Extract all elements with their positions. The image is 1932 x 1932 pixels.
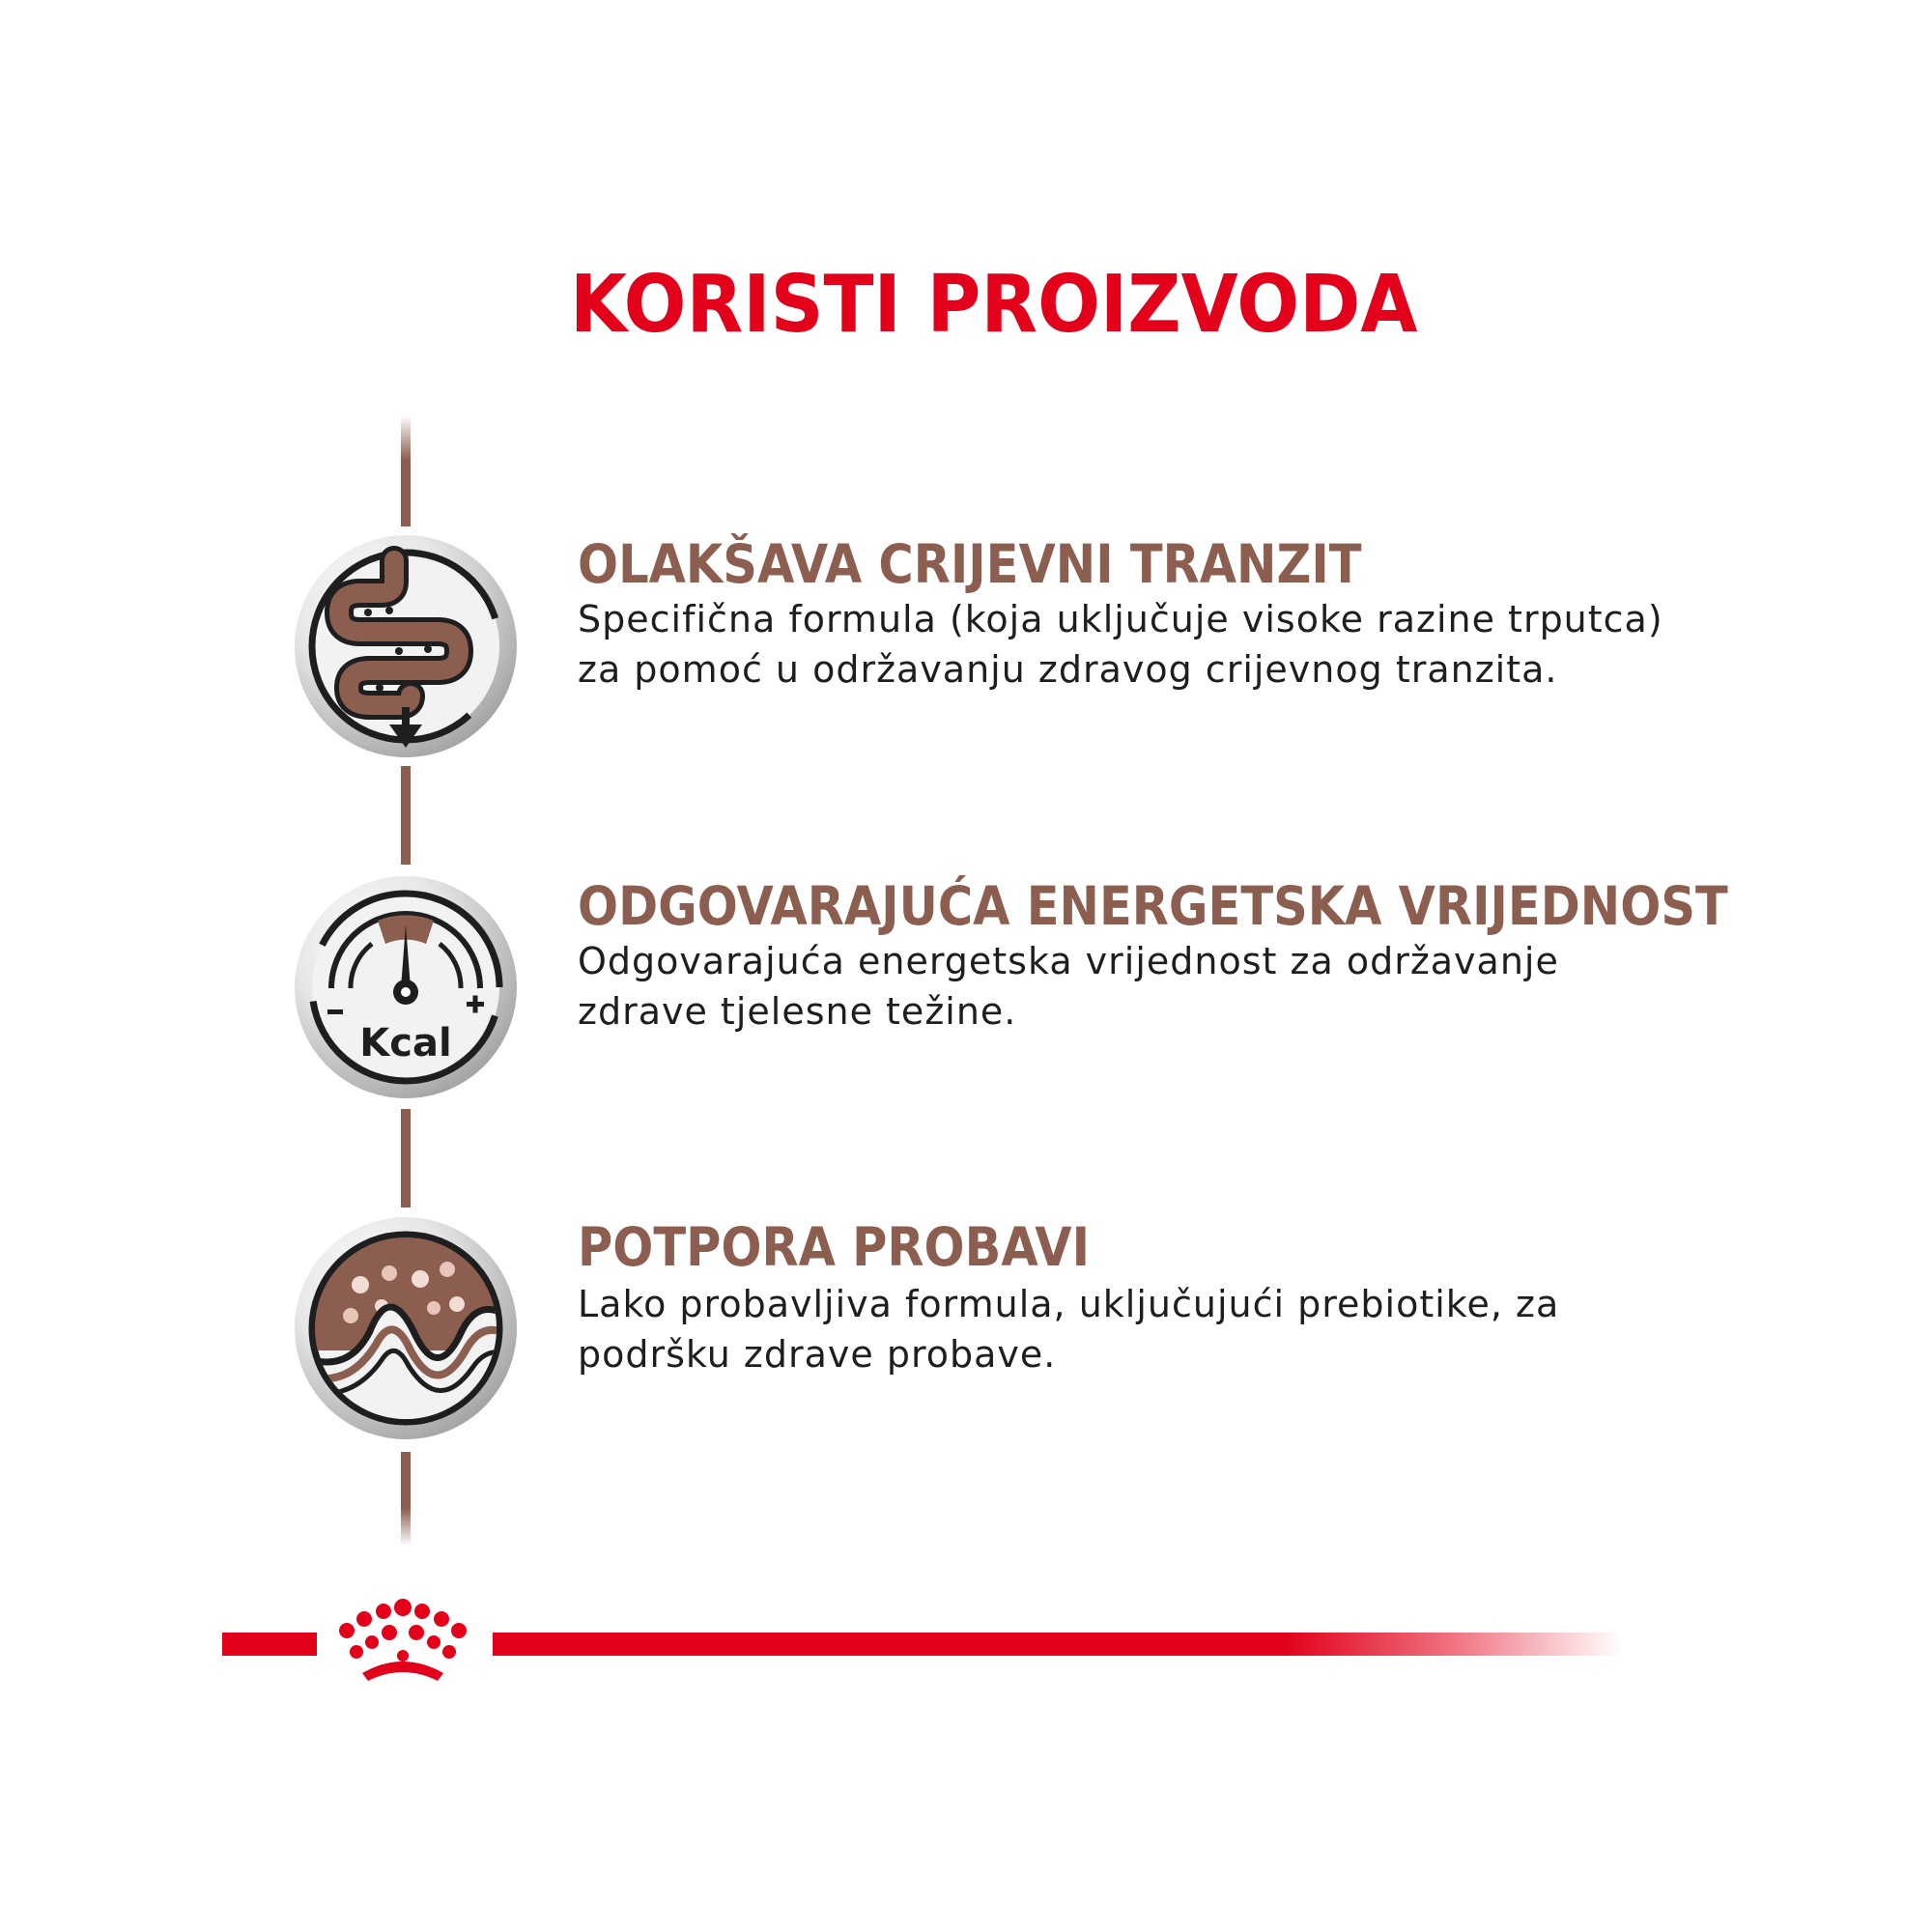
timeline-segment (401, 766, 411, 865)
kcal-gauge-icon (293, 874, 519, 1100)
timeline-segment (401, 1109, 411, 1208)
digestion-icon (293, 1215, 519, 1441)
footer-line-left (222, 1633, 317, 1656)
timeline-segment-bottom (401, 1452, 411, 1546)
benefit-title: OLAKŠAVA CRIJEVNI TRANZIT (578, 533, 1362, 595)
timeline-segment-top (401, 415, 411, 526)
page-title: KORISTI PROIZVODA (570, 259, 1418, 351)
benefit-description: Lako probavljiva formula, uključujući prebiotike, za podršku zdrave probave. (578, 1283, 1560, 1376)
kcal-label: Kcal (359, 1021, 452, 1065)
crown-logo-icon (324, 1596, 483, 1683)
intestine-icon (293, 533, 519, 759)
benefit-title: ODGOVARAJUĆA ENERGETSKA VRIJEDNOST (578, 875, 1728, 937)
benefit-description: Odgovarajuća energetska vrijednost za održavanje zdrave tjelesne težine. (578, 940, 1559, 1033)
footer-line-right (493, 1633, 1623, 1656)
benefit-description: Specifična formula (koja uključuje visoke razine trputca) za pomoć u održavanju zdravog crijevnog tranzita. (578, 598, 1663, 691)
benefit-title: POTPORA PROBAVI (578, 1216, 1091, 1278)
